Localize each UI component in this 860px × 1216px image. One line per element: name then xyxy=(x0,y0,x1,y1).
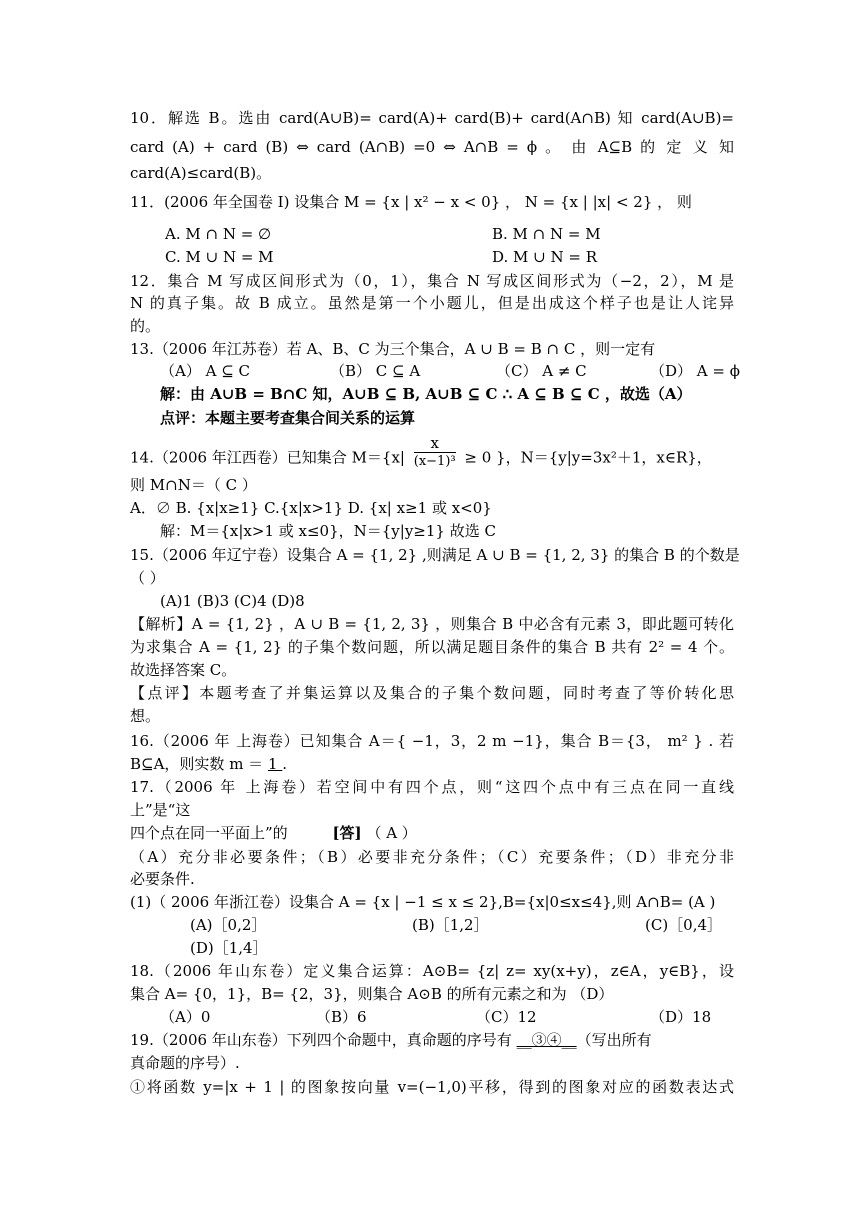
question-15-options: (A)1 (B)3 (C)4 (D)8 xyxy=(160,592,305,610)
question-19-text: 19.（2006 年山东卷）下列四个命题中，真命题的序号有 xyxy=(130,1031,517,1049)
option-b: （B） C ⊆ A xyxy=(330,362,421,380)
answer-10-line-2: card (A) + card (B) ⇔ card (A∩B) =0 ⇔ A∩B = ϕ 。 由 A⊆B 的 定 义 知 xyxy=(130,138,734,156)
question-13-options xyxy=(130,361,740,383)
option-c: C. M ∪ N = M xyxy=(165,248,274,266)
question-17-line-1: 17.（2006 年 上海卷）若空间中有四个点，则“这四个点中有三点在同一直线 xyxy=(130,778,734,796)
option-c: （C）12 xyxy=(476,1008,537,1026)
answer-12-line-3: 的。 xyxy=(130,317,161,335)
option-a: （A） A ⊆ C xyxy=(160,362,251,380)
question-17-text: 四个点在同一平面上”的 xyxy=(130,824,288,842)
answer-choice: （ A ） xyxy=(366,824,417,842)
question-19-stem-line-2: 真命题的序号）. xyxy=(130,1054,240,1072)
fraction-numerator: x xyxy=(414,434,456,453)
option-b: （B）6 xyxy=(316,1008,367,1026)
question-18-options xyxy=(130,1007,734,1029)
question-15-comment-line-1: 【点评】本题考查了并集运算以及集合的子集个数问题，同时考查了等价转化思 xyxy=(130,684,734,702)
answer-label: [答] xyxy=(332,824,362,842)
question-18-stem-line-1: 18.（2006 年山东卷）定义集合运算：A⊙B= {z| z= xy(x+y)，z∈A，y∈B}，设 xyxy=(130,962,734,980)
question-18-stem-line-2: 集合 A= {0，1}，B= {2，3}，则集合 A⊙B 的所有元素之和为 （D） xyxy=(130,985,614,1003)
option-b: (B)［1,2］ xyxy=(412,916,489,934)
option-d: （D） A = ϕ xyxy=(650,362,740,380)
answer-12-line-1: 12．集合 M 写成区间形式为（0，1），集合 N 写成区间形式为（−2，2），M 是 xyxy=(130,272,734,290)
answer-12-line-2: N 的真子集。故 B 成立。虽然是第一个小题儿，但是出成这个样子也是让人诧异 xyxy=(130,294,734,312)
question-11-options-row-1 xyxy=(130,224,734,246)
fraction-denominator: (x−1)³ xyxy=(413,454,456,469)
question-zj-options-row-2 xyxy=(130,938,734,960)
question-17-line-2: 上”是“这 xyxy=(130,801,191,819)
question-15-analysis-line-3: 故选择答案 C。 xyxy=(130,661,237,679)
question-15-comment-line-2: 想。 xyxy=(130,707,161,725)
question-13-solution: 解：由 A∪B = B∩C 知，A∪B ⊆ B, A∪B ⊆ C ∴ A ⊆ B ⊆ C ，故选（A） xyxy=(160,385,692,403)
option-d: (D)［1,4］ xyxy=(190,939,268,957)
question-17-line-3 xyxy=(130,823,734,845)
question-15-analysis-line-1: 【解析】A = {1, 2} ，A ∪ B = {1, 2, 3} ，则集合 B 中必含有元素 3，即此题可转化 xyxy=(130,615,734,633)
answer-10-line-1: 10．解选 B。选由 card(A∪B)= card(A)+ card(B)+ card(A∩B) 知 card(A∪B)= xyxy=(130,109,734,127)
question-zj-options-row-1 xyxy=(130,915,734,937)
question-14-stem xyxy=(130,434,734,469)
question-19-text-end: （写出所有 xyxy=(576,1031,652,1049)
question-11-stem: 11．(2006 年全国卷 I) 设集合 M = {x | x² − x < 0} ， N = {x | |x| < 2} ， 则 xyxy=(130,193,692,211)
question-13-comment: 点评：本题主要考查集合间关系的运算 xyxy=(160,409,416,427)
question-19-stem-line-1 xyxy=(130,1030,734,1052)
question-16-stem: 16.（2006 年 上海卷）已知集合 A＝{ −1，3，2 m −1}，集合 B＝{3， m² } . 若 xyxy=(130,732,734,750)
question-15-analysis-line-2: 为求集合 A = {1, 2} 的子集个数问题，所以满足题目条件的集合 B 共有 2² = 4 个。 xyxy=(130,638,734,656)
option-b: B. M ∩ N = M xyxy=(492,225,601,243)
question-17-options-line-2: 必要条件. xyxy=(130,870,195,888)
question-14-options: A．∅ B. {x|x≥1} C.{x|x>1} D. {x| x≥1 或 x<0} xyxy=(130,499,492,517)
option-a: （A）0 xyxy=(160,1008,211,1026)
question-17-options-line-1: （A）充分非必要条件；（B）必要非充分条件；（C）充要条件；（D）非充分非 xyxy=(130,848,734,866)
question-13-stem: 13.（2006 年江苏卷）若 A、B、C 为三个集合，A ∪ B = B ∩ C ，则一定有 xyxy=(130,340,656,358)
option-a: A. M ∩ N = ∅ xyxy=(165,225,272,243)
question-19-proposition-1: ①将函数 y=|x + 1 | 的图象按向量 v=(−1,0)平移，得到的图象对应的函数表达式 xyxy=(130,1078,734,1096)
question-14-text-end: ≥ 0 }，N＝{y|y=3x²＋1，x∈R}， xyxy=(464,448,712,467)
question-16-answer-prefix: B⊆A，则实数 m ＝ xyxy=(130,755,268,773)
question-14-blank: 则 M∩N＝（ C ） xyxy=(130,476,257,494)
question-11-options-row-2 xyxy=(130,247,734,269)
option-d: D. M ∪ N = R xyxy=(492,248,598,266)
answer-blank: 1 xyxy=(267,755,283,773)
question-14-text-start: 14.（2006 年江西卷）已知集合 M＝{x| xyxy=(130,448,405,467)
question-16-answer xyxy=(130,754,734,776)
option-c: (C)［0,4］ xyxy=(645,916,723,934)
option-c: （C） A ≠ C xyxy=(496,362,587,380)
answer-10-line-3: card(A)≤card(B)。 xyxy=(130,164,272,182)
answer-blank: __③④__ xyxy=(516,1031,577,1049)
question-15-stem: 15.（2006 年辽宁卷）设集合 A = {1, 2} ,则满足 A ∪ B = {1, 2, 3} 的集合 B 的个数是 xyxy=(130,546,740,564)
option-d: （D）18 xyxy=(650,1008,712,1026)
question-14-solution: 解：M＝{x|x>1 或 x≤0}，N＝{y|y≥1} 故选 C xyxy=(160,522,496,540)
fraction xyxy=(414,434,456,471)
question-zj-stem: (1)（ 2006 年浙江卷）设集合 A = {x | −1 ≤ x ≤ 2},B={x|0≤x≤4},则 A∩B= (A ) xyxy=(130,893,716,911)
question-15-paren: （ ） xyxy=(130,569,165,587)
option-a: (A)［0,2］ xyxy=(190,916,267,934)
question-16-answer-suffix: . xyxy=(282,755,288,773)
